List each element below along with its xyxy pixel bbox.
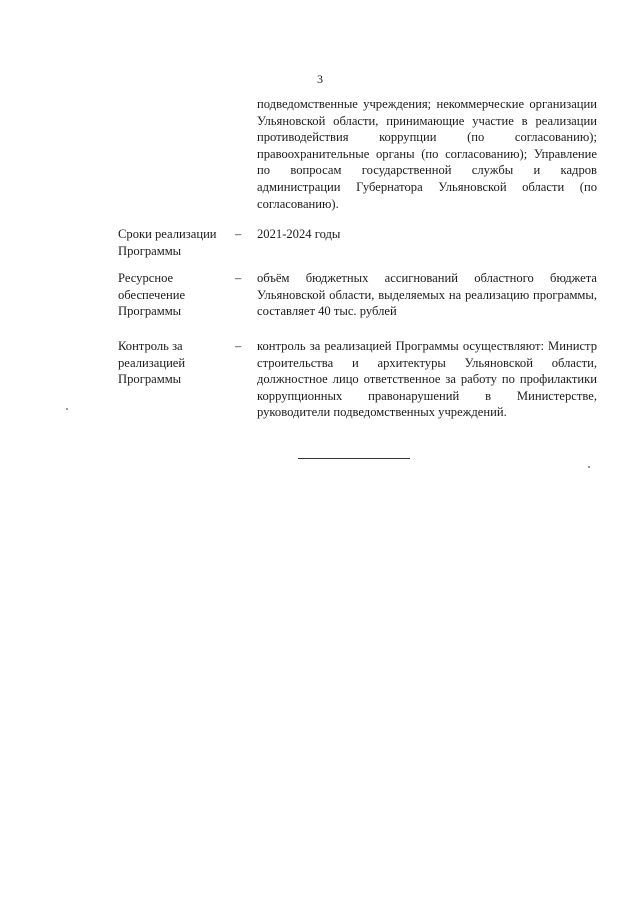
row-definition: контроль за реализацией Программы осуществляют: Министр строительства и архитектуры Ульяновской области, должностное лицо ответственное за работу по профилактики коррупционных правонарушений в Министерстве, руководители подведомственных учреждений. xyxy=(257,339,597,420)
page-number: 3 xyxy=(317,72,323,86)
continued-participants-text: подведомственные учреждения; некоммерческие организации Ульяновской области, принимающие участие в реализации противодействия коррупции (по согласованию); правоохранительные органы (по согласованию); Управление по вопросам государственной службы и кадров администрации Губернатора Ульяновской области (по согласованию). xyxy=(257,97,597,211)
row-definition: объём бюджетных ассигнований областного бюджета Ульяновской области, выделяемых на реализацию программы, составляет 40 тыс. рублей xyxy=(257,271,597,319)
row-dash: – xyxy=(235,339,242,353)
scan-speck xyxy=(66,408,68,410)
row-term: Ресурсное обеспечение Программы xyxy=(118,271,186,319)
row-dash: – xyxy=(235,271,242,285)
row-dash: – xyxy=(235,227,242,241)
scan-speck xyxy=(588,466,590,468)
row-definition: 2021-2024 годы xyxy=(257,227,341,241)
row-term: Сроки реализации Программы xyxy=(118,227,217,258)
row-term: Контроль за реализацией Программы xyxy=(118,339,186,387)
end-divider-line xyxy=(298,458,410,459)
